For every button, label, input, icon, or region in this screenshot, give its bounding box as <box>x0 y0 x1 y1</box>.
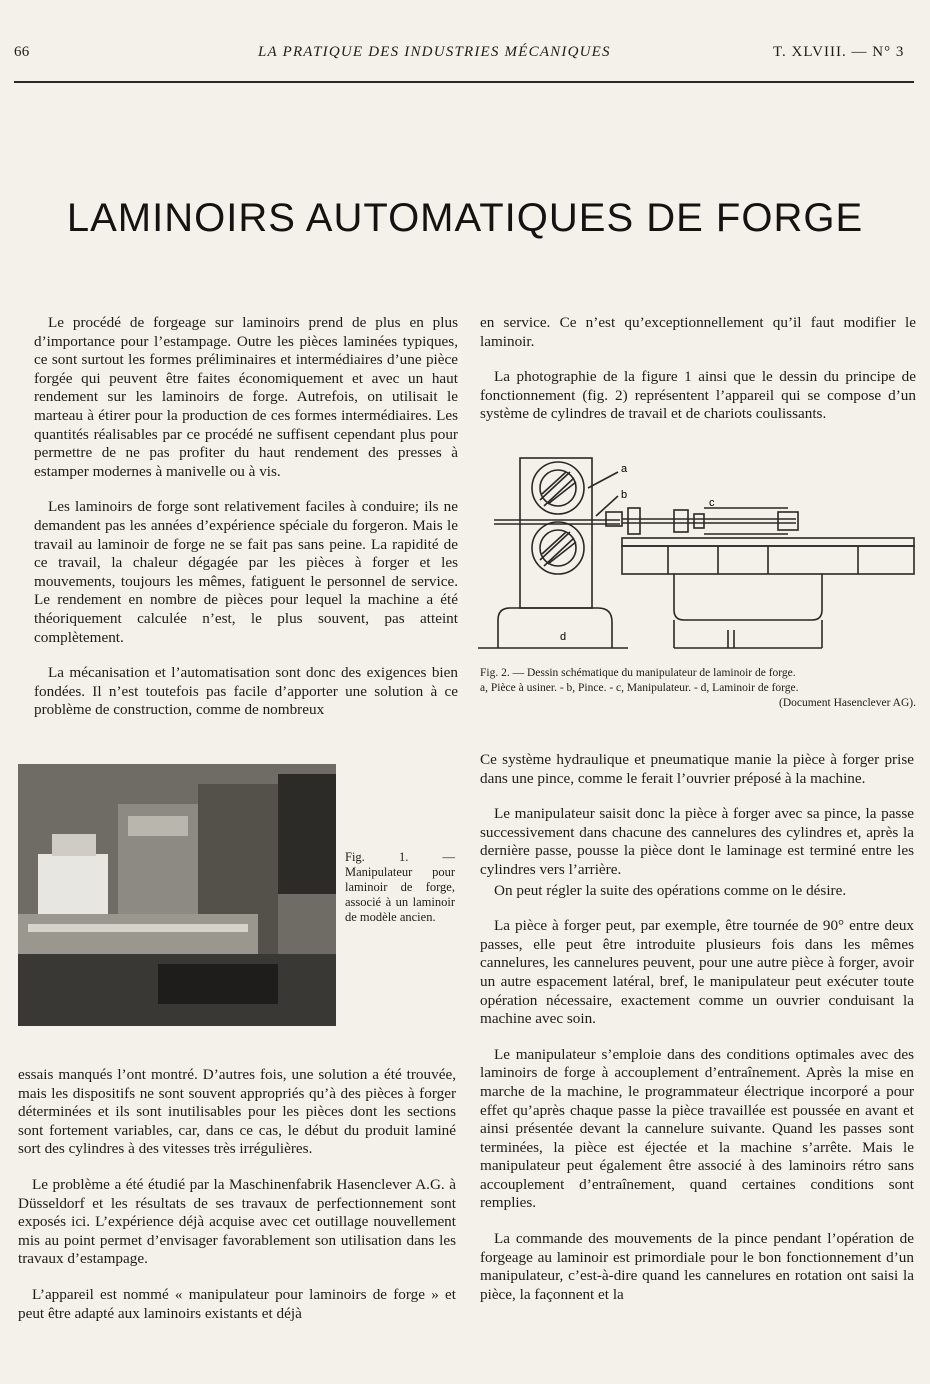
paragraph: Le manipulateur s’emploie dans des conditions optimales avec des laminoirs de forge à accouplement d’entraînement. Après la mise en marche de la machine, le programmateur électrique incorporé a pour effet qu’après chaque passe la pièce travaillée est poussée en avant et ainsi présentée devant la cannelure suivante. Quand les passes sont terminées, la pièce est éjectée et la machine s’arrête. Mais le manipulateur peut également être associé à des laminoirs rétro sans accouplement d’entraînement, quand certaines conditions sont remplies. <box>480 1045 914 1212</box>
issue-number: T. XLVIII. — N° 3 <box>773 44 905 60</box>
page-number: 66 <box>14 44 30 60</box>
label-b: b <box>621 489 628 501</box>
paragraph: en service. Ce n’est qu’exceptionnellement qu’il faut modifier le laminoir. <box>480 314 916 350</box>
right-column-top <box>480 314 916 441</box>
paragraph: Le manipulateur saisit donc la pièce à forger avec sa pince, la passe successivement dans chacune des cannelures des cylindres et, après la dernière passe, pousse la pièce dont le laminage est terminé entre les cylindres vers l’arrière. <box>480 805 914 878</box>
label-a: a <box>621 463 628 475</box>
left-column-bottom <box>18 1066 456 1340</box>
figure-2-caption <box>480 666 916 711</box>
left-column-top <box>34 314 458 737</box>
caption-line: Fig. 2. — Dessin schématique du manipulateur de laminoir de forge. <box>480 667 796 679</box>
rolling-mill-schematic <box>478 450 918 660</box>
label-d: d <box>560 631 567 643</box>
machine-photo <box>18 764 336 1026</box>
label-c: c <box>709 497 715 509</box>
paragraph: essais manqués l’ont montré. D’autres fois, une solution a été trouvée, mais les dispositifs ne sont souvent appropriés qu’à des pièces à forger déterminées et ils sont inutilisables pour les pièces dont les sections sont fortement variables, car, dans ce cas, le début du produit laminé sort des cylindres à des vitesses très irrégulières. <box>18 1066 456 1158</box>
figure-1-caption: Fig. 1. — Manipulateur pour laminoir de forge, associé à un laminoir de modèle ancien. <box>345 850 455 924</box>
journal-title: LA PRATIQUE DES INDUSTRIES MÉCANIQUES <box>258 44 611 60</box>
paragraph: Ce système hydraulique et pneumatique manie la pièce à forger prise dans une pince, comme le ferait l’ouvrier préposé à la machine. <box>480 751 914 787</box>
paragraph: Les laminoirs de forge sont relativement faciles à conduire; ils ne demandent pas les années d’expérience spéciale du forgeron. Mais le travail au laminoir de forge ne se fait pas sans peine. La rapidité de ce travail, la chaleur dégagée par les pièces à forger et les mouvements, toujours les mêmes, fatiguent le personnel de service. Le rendement en nombre de pièces pour lequel la machine a été théoriquement calculée n’est, le plus souvent, pas atteint complètement. <box>34 498 458 646</box>
caption-line: a, Pièce à usiner. - b, Pince. - c, Manipulateur. - d, Laminoir de forge. <box>480 682 799 694</box>
paragraph: La photographie de la figure 1 ainsi que le dessin du principe de fonctionnement (fig. 2) représentent l’appareil qui se compose d’un système de cylindres de travail et de chariots coulissants. <box>480 368 916 423</box>
paragraph: L’appareil est nommé « manipulateur pour laminoirs de forge » et peut être adapté aux laminoirs existants et déjà <box>18 1285 456 1322</box>
paragraph: Le procédé de forgeage sur laminoirs prend de plus en plus d’importance pour l’estampage. Outre les pièces laminées typiques, ce sont surtout les formes préliminaires et intermédiaires d’une pièce forgée qui peuvent être faites économiquement et avec un haut rendement sur les laminoirs de forge. Autrefois, on utilisait le marteau à étirer pour la production de ces formes intermédiaires. Les quantités réalisables par ce procédé ne suffisent cependant plus pour permettre de ne pas profiter du haut rendement des presses à estamper modernes à manivelle ou à vis. <box>34 314 458 480</box>
paragraph: Le problème a été étudié par la Maschinenfabrik Hasenclever A.G. à Düsseldorf et les résultats de ses travaux de perfectionnement sont exposés ici. L’expérience déjà acquise avec cet outillage nouvellement mis au point permet d’envisager favorablement son utilisation dans les travaux d’estampage. <box>18 1175 456 1268</box>
figure-2-diagram <box>478 450 918 660</box>
right-column-bottom <box>480 751 914 1321</box>
caption-line: (Document Hasenclever AG). <box>779 697 916 709</box>
paragraph: La pièce à forger peut, par exemple, être tournée de 90° entre deux passes, elle peut être introduite plusieurs fois dans les mêmes cannelures, les cannelures peuvent, pour une autre pièce à forger, avoir un autre espacement latéral, bref, le manipulateur peut exécuter toute opération nécessaire, exactement comme un ouvrier conduisant la machine avec soin. <box>480 917 914 1028</box>
figure-1-photo <box>18 764 336 1026</box>
paragraph: La mécanisation et l’automatisation sont donc des exigences bien fondées. Il n’est toutefois pas facile d’apporter une solution à ce problème de construction, comme de nombreux <box>34 664 458 719</box>
paragraph: La commande des mouvements de la pince pendant l’opération de forgeage au laminoir est primordiale pour le bon fonctionnement d’un manipulateur, c’est-à-dire quand les cannelures en rotation ont saisi la pièce, la façonnent et la <box>480 1230 914 1303</box>
paragraph: On peut régler la suite des opérations comme on le désire. <box>494 881 847 899</box>
article-title: LAMINOIRS AUTOMATIQUES DE FORGE <box>66 196 864 240</box>
header-rule <box>14 81 914 83</box>
